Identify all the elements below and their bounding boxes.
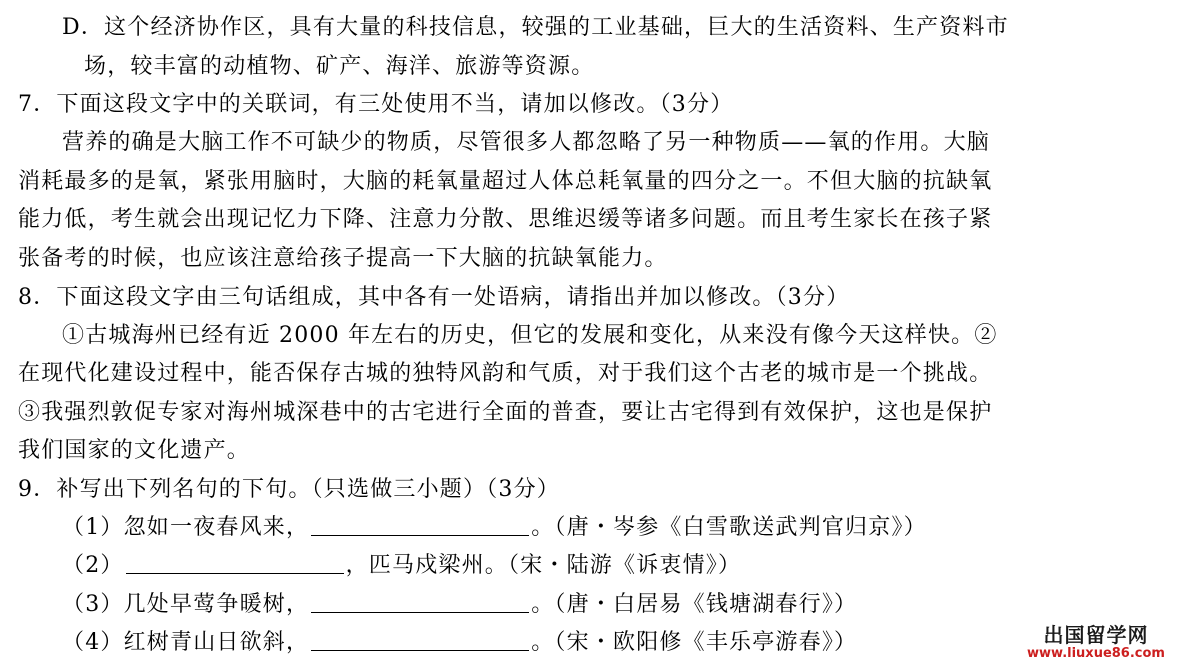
fill-item-number: （3） xyxy=(62,592,124,617)
fill-item-number: （1） xyxy=(62,515,124,540)
fill-item-4 xyxy=(62,628,857,658)
question-8-text-line-2: 在现代化建设过程中，能否保存古城的独特风韵和气质，对于我们这个古老的城市是一个挑战。 xyxy=(18,361,993,386)
fill-item-number: （2） xyxy=(62,553,124,578)
question-7-text-line-1: 营养的确是大脑工作不可缺少的物质，尽管很多人都忽略了另一种物质——氧的作用。大脑 xyxy=(62,130,991,155)
option-d-line-2: 场，较丰富的动植物、矿产、海洋、旅游等资源。 xyxy=(84,54,595,79)
question-8-text-line-1: ①古城海州已经有近 2000 年左右的历史，但它的发展和变化，从来没有像今天这样快。② xyxy=(62,323,998,348)
site-watermark xyxy=(1016,624,1176,664)
fill-item-2 xyxy=(62,551,741,581)
watermark-title: 出国留学网 xyxy=(1043,623,1149,647)
fill-item-1 xyxy=(62,513,927,543)
fill-item-source: 。（唐・岑参《白雪歌送武判官归京》） xyxy=(531,515,927,540)
fill-item-prompt: 红树青山日欲斜， xyxy=(123,630,310,655)
question-7-text-line-4: 张备考的时候，也应该注意给孩子提高一下大脑的抗缺氧能力。 xyxy=(18,246,668,271)
answer-blank[interactable] xyxy=(311,590,529,613)
fill-item-source: 。（宋・欧阳修《丰乐亭游春》） xyxy=(531,630,858,655)
answer-blank[interactable] xyxy=(311,513,529,536)
question-8-heading: 8．下面这段文字由三句话组成，其中各有一处语病，请指出并加以修改。（3分） xyxy=(18,285,850,310)
fill-item-source: 。（唐・白居易《钱塘湖春行》） xyxy=(531,592,858,617)
question-7-text-line-3: 能力低，考生就会出现记忆力下降、注意力分散、思维迟缓等诸多问题。而且考生家长在孩子紧 xyxy=(18,207,993,232)
answer-blank[interactable] xyxy=(311,628,529,651)
fill-item-prompt: 忽如一夜春风来， xyxy=(123,515,310,540)
watermark-url: www.liuxue86.com xyxy=(1027,646,1165,661)
fill-item-number: （4） xyxy=(62,630,124,655)
fill-item-prompt: 几处早莺争暖树， xyxy=(123,592,310,617)
option-d-line-1: D．这个经济协作区，具有大量的科技信息，较强的工业基础，巨大的生活资料、生产资料市 xyxy=(62,15,1009,40)
fill-item-3 xyxy=(62,590,857,620)
question-8-text-line-4: 我们国家的文化遗产。 xyxy=(18,438,251,463)
question-7-heading: 7．下面这段文字中的关联词，有三处使用不当，请加以修改。（3分） xyxy=(18,92,734,117)
question-7-text-line-2: 消耗最多的是氧，紧张用脑时，大脑的耗氧量超过人体总耗氧量的四分之一。不但大脑的抗缺氧 xyxy=(18,169,993,194)
question-8-text-line-3: ③我强烈敦促专家对海州城深巷中的古宅进行全面的普查，要让古宅得到有效保护，这也是保护 xyxy=(18,400,993,425)
fill-item-source: ，匹马戍梁州。（宋・陆游《诉衷情》） xyxy=(345,553,742,578)
answer-blank[interactable] xyxy=(126,551,344,574)
question-9-heading: 9．补写出下列名句的下句。（只选做三小题）（3分） xyxy=(18,477,560,502)
